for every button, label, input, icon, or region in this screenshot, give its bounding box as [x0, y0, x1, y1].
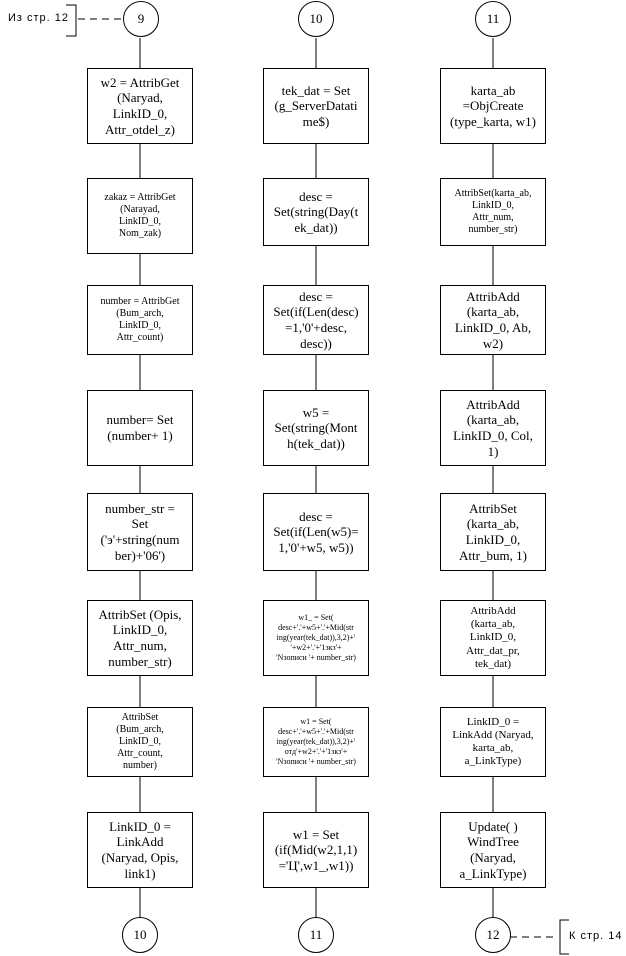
- col1-step-8: LinkID_0 = LinkAdd (Naryad, Opis, link1): [87, 812, 193, 888]
- col2-step-3: desc = Set(if(Len(desc) =1,'0'+desc, desc)): [263, 285, 369, 355]
- col2-step-1: tek_dat = Set (g_ServerDatati me$): [263, 68, 369, 144]
- connector-top-11: 11: [475, 1, 511, 37]
- offpage-to-label: К стр. 14: [569, 930, 623, 942]
- connector-top-10: 10: [298, 1, 334, 37]
- col3-step-5: AttribSet (karta_ab, LinkID_0, Attr_bum, 1): [440, 493, 546, 571]
- col2-step-8: w1 = Set (if(Mid(w2,1,1) ='Ц',w1_,w1)): [263, 812, 369, 888]
- col1-step-7: AttribSet (Bum_arch, LinkID_0, Attr_count, number): [87, 707, 193, 777]
- col2-step-2: desc = Set(string(Day(t ek_dat)): [263, 178, 369, 246]
- col2-step-6: w1_ = Set( desc+'.'+w5+'.'+Mid(str ing(year(tek_dat)),3,2)+' '+w2+'.'+'1зкз'+ 'Nзописи '+ number_str): [263, 600, 369, 676]
- col2-step-5: desc = Set(if(Len(w5)= 1,'0'+w5, w5)): [263, 493, 369, 571]
- col1-step-4: number= Set (number+ 1): [87, 390, 193, 466]
- col3-step-4: AttribAdd (karta_ab, LinkID_0, Col, 1): [440, 390, 546, 466]
- col1-step-2: zakaz = AttribGet (Narayad, LinkID_0, Nom_zak): [87, 178, 193, 254]
- connector-bottom-11: 11: [298, 917, 334, 953]
- col1-step-6: AttribSet (Opis, LinkID_0, Attr_num, number_str): [87, 600, 193, 676]
- col3-step-7: LinkID_0 = LinkAdd (Naryad, karta_ab, a_LinkType): [440, 707, 546, 777]
- col3-step-1: karta_ab =ObjCreate (type_karta, w1): [440, 68, 546, 144]
- col1-step-3: number = AttribGet (Bum_arch, LinkID_0, Attr_count): [87, 285, 193, 355]
- col3-step-8: Update( ) WindTree (Naryad, a_LinkType): [440, 812, 546, 888]
- col2-step-7: w1 = Set( desc+'.'+w5+'.'+Mid(str ing(year(tek_dat)),3,2)+' отд'+w2+'.'+'1зкз'+ 'Nзописи '+ number_str): [263, 707, 369, 777]
- col2-step-4: w5 = Set(string(Mont h(tek_dat)): [263, 390, 369, 466]
- connector-bottom-12: 12: [475, 917, 511, 953]
- col3-step-2: AttribSet(karta_ab, LinkID_0, Attr_num, number_str): [440, 178, 546, 246]
- connector-top-9: 9: [123, 1, 159, 37]
- col3-step-3: AttribAdd (karta_ab, LinkID_0, Ab, w2): [440, 285, 546, 355]
- col1-step-1: w2 = AttribGet (Naryad, LinkID_0, Attr_otdel_z): [87, 68, 193, 144]
- offpage-from-label: Из стр. 12: [8, 12, 70, 24]
- col3-step-6: AttribAdd (karta_ab, LinkID_0, Attr_dat_pr, tek_dat): [440, 600, 546, 676]
- connector-bottom-10: 10: [122, 917, 158, 953]
- col1-step-5: number_str = Set ('э'+string(num ber)+'06'): [87, 493, 193, 571]
